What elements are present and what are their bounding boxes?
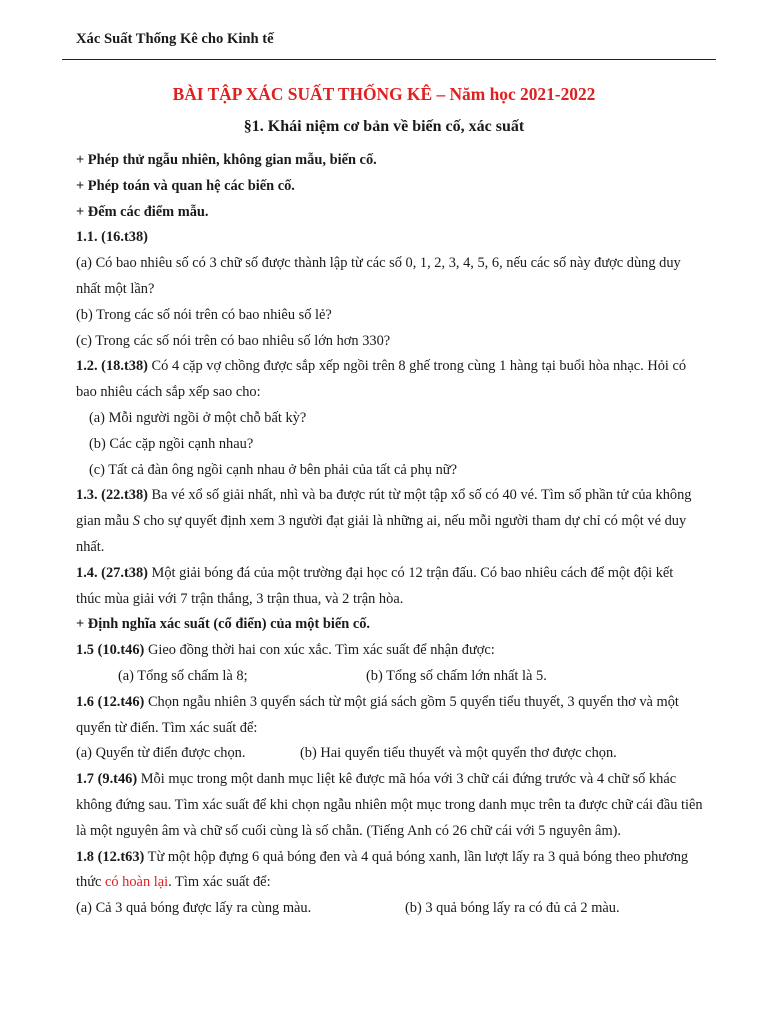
exercise-item — [76, 767, 696, 793]
exercise-text: gian mẫu — [76, 513, 133, 530]
exercise-item — [76, 845, 696, 871]
exercise-text: (b) Trong các số nói trên có bao nhiêu số lẻ? — [76, 306, 332, 323]
exercise-text: Gieo đồng thời hai con xúc xắc. Tìm xác suất để nhận được: — [144, 642, 495, 659]
exercise-text: quyển từ điển. Tìm xác suất để: — [76, 719, 258, 736]
topic-heading: + Phép toán và quan hệ các biến cố. — [76, 177, 295, 194]
exercise-number: 1.7 (9.t46) — [76, 771, 138, 788]
exercise-text — [76, 509, 696, 535]
running-header: Xác Suất Thống Kê cho Kinh tế — [76, 31, 274, 47]
exercise-item — [76, 690, 696, 716]
exercise-number: 1.8 (12.t63) — [76, 848, 145, 865]
exercise-text — [76, 870, 696, 896]
exercise-text: cho sự quyết định xem 3 người đạt giải là những ai, nếu mỗi người tham dự chỉ có một vé duy — [139, 513, 687, 530]
exercise-text: không đứng sau. Tìm xác suất để khi chọn ngẫu nhiên một mục trong danh mục trên ta được chữ cái đầu tiên — [76, 796, 703, 813]
exercise-item — [76, 561, 696, 587]
option-b: (b) Hai quyển tiểu thuyết và một quyển thơ được chọn. — [300, 745, 617, 762]
exercise-text: thức — [76, 874, 105, 891]
highlighted-phrase: có hoàn lại — [104, 874, 169, 891]
exercise-text: Mỗi mục trong một danh mục liệt kê được mã hóa với 3 chữ cái đứng trước và 4 chữ số khác — [137, 771, 677, 788]
exercise-options — [76, 896, 696, 922]
header-divider — [62, 59, 716, 60]
exercise-text: . Tìm xác suất để: — [168, 874, 271, 891]
exercise-text: (c) Trong các số nói trên có bao nhiêu số lớn hơn 330? — [76, 332, 391, 349]
exercise-text: (b) Các cặp ngồi cạnh nhau? — [89, 435, 254, 452]
option-b: (b) Tổng số chấm lớn nhất là 5. — [366, 667, 547, 684]
exercise-text: Chọn ngẫu nhiên 3 quyển sách từ một giá sách gồm 5 quyển tiểu thuyết, 3 quyển thơ và một — [144, 693, 679, 710]
sample-space-symbol: S — [132, 513, 140, 530]
exercise-text: Ba vé xổ số giải nhất, nhì và ba được rút từ một tập xổ số có 40 vé. Tìm số phần tử của không — [147, 487, 692, 504]
option-a: (a) Quyển từ điển được chọn. — [76, 745, 246, 762]
exercise-number: 1.5 (10.t46) — [76, 642, 145, 659]
exercise-number: 1.4. (27.t38) — [76, 564, 148, 581]
exercise-number: 1.6 (12.t46) — [76, 693, 145, 710]
exercise-item — [76, 483, 696, 509]
exercise-text: Có 4 cặp vợ chồng được sắp xếp ngồi trên 8 ghế trong cùng 1 hàng tại buổi hòa nhạc. Hỏi có — [147, 358, 687, 375]
exercise-options — [76, 664, 696, 690]
exercise-text: (a) Mỗi người ngồi ở một chỗ bất kỳ? — [89, 409, 307, 426]
exercise-text: Một giải bóng đá của một trường đại học có 12 trận đấu. Có bao nhiêu cách để một đội kết — [147, 564, 674, 581]
exercise-list — [76, 148, 703, 922]
topic-heading: + Định nghĩa xác suất (cổ điển) của một biến cố. — [76, 616, 371, 633]
exercise-options — [76, 741, 696, 767]
exercise-item — [76, 638, 696, 664]
exercise-text: nhất. — [76, 538, 105, 555]
option-a: (a) Tổng số chấm là 8; — [118, 667, 248, 684]
exercise-text: thúc mùa giải với 7 trận thắng, 3 trận thua, và 2 trận hòa. — [76, 590, 404, 607]
option-a: (a) Cả 3 quả bóng được lấy ra cùng màu. — [76, 900, 312, 917]
exercise-item — [76, 354, 696, 380]
exercise-number: 1.1. (16.t38) — [76, 229, 148, 246]
exercise-number: 1.3. (22.t38) — [76, 487, 148, 504]
exercise-text: bao nhiêu cách sắp xếp sao cho: — [76, 384, 261, 401]
topic-heading: + Đếm các điểm mẫu. — [76, 203, 209, 220]
exercise-text: (a) Có bao nhiêu số có 3 chữ số được thành lập từ các số 0, 1, 2, 3, 4, 5, 6, nếu các số này được dùng duy — [76, 255, 681, 272]
exercise-text: là một nguyên âm và chữ số cuối cùng là số chẵn. (Tiếng Anh có 26 chữ cái với 5 nguyên âm). — [76, 822, 622, 839]
exercise-text: Từ một hộp đựng 6 quả bóng đen và 4 quả bóng xanh, lần lượt lấy ra 3 quả bóng theo phương — [144, 848, 689, 865]
topic-heading: + Phép thử ngẫu nhiên, không gian mẫu, biến cố. — [76, 152, 377, 168]
exercise-text: nhất một lần? — [76, 280, 155, 297]
section-title: §1. Khái niệm cơ bản về biến cố, xác suất — [243, 118, 525, 135]
exercise-number: 1.2. (18.t38) — [76, 358, 148, 375]
exercise-text: (c) Tất cả đàn ông ngồi cạnh nhau ở bên phải của tất cả phụ nữ? — [89, 461, 457, 478]
document-title: BÀI TẬP XÁC SUẤT THỐNG KÊ – Năm học 2021-2022 — [172, 84, 596, 104]
option-b: (b) 3 quả bóng lấy ra có đủ cả 2 màu. — [405, 900, 620, 917]
